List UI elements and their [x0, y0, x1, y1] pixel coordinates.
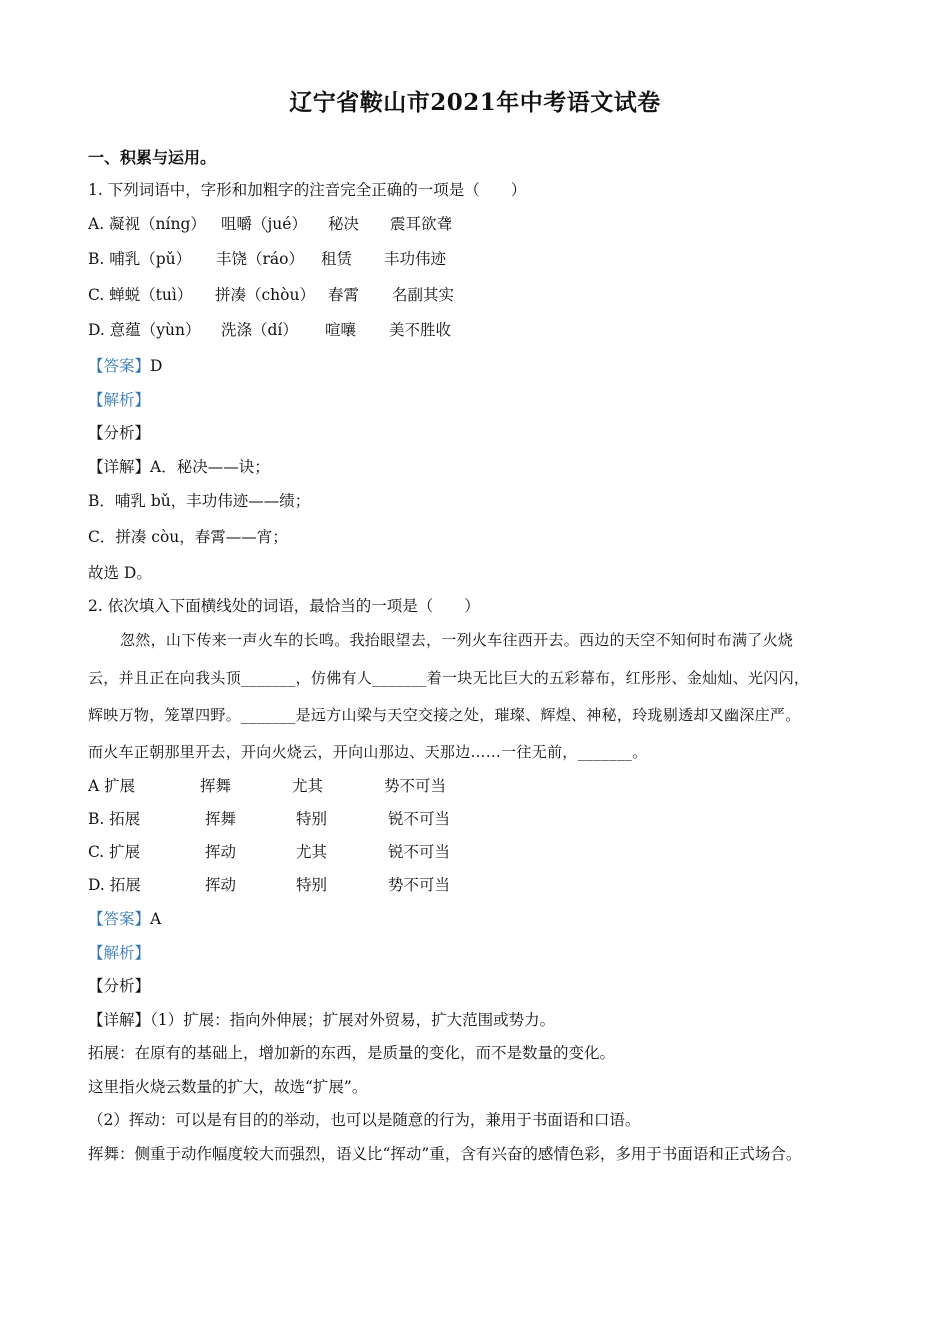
q1-option-c — [88, 283, 454, 305]
option-word: 尤其 — [292, 777, 324, 795]
q2-jiexi: 【解析】 — [88, 944, 151, 962]
option-word: 租赁 — [321, 250, 353, 268]
q1-detail — [88, 455, 270, 477]
option-word: 丰饶（ráo） — [216, 250, 304, 268]
option-word: 特别 — [296, 876, 328, 894]
option-word: 挥动 — [205, 876, 237, 894]
section-heading: 一、积累与运用。 — [88, 148, 217, 167]
q2-detail-line: 挥舞：侧重于动作幅度较大而强烈，语义比“挥动”重，含有兴奋的感情色彩，多用于书面语和正式场合。 — [88, 1145, 802, 1163]
option-word: 拼凑（chòu） — [215, 286, 315, 304]
option-word: 尤其 — [296, 843, 328, 861]
q2-passage-line: 辉映万物，笼罩四野。_______是远方山梁与天空交接之处，璀璨、辉煌、神秘，玲珑剔透却又幽深庄严。 — [88, 706, 801, 724]
option-word: 咀嚼（jué） — [221, 215, 307, 233]
q2-fenxi: 【分析】 — [88, 977, 151, 995]
detail-tag: 【详解】 — [88, 458, 151, 476]
detail-tag: 【详解】 — [88, 1011, 151, 1029]
q2-passage-line: 云，并且正在向我头顶_______，仿佛有人_______着一块无比巨大的五彩幕布，红彤彤、金灿灿、光闪闪， — [88, 669, 810, 687]
option-word: 势不可当 — [388, 876, 451, 894]
option-word: 锐不可当 — [388, 843, 451, 861]
answer-tag: 【答案】 — [88, 357, 151, 375]
page-title: 辽宁省鞍山市2021年中考语文试卷 — [289, 89, 661, 116]
q1-jiexi: 【解析】 — [88, 391, 151, 409]
q2-option-d — [88, 873, 450, 895]
option-word: 势不可当 — [384, 777, 447, 795]
option-word: A 扩展 — [88, 777, 136, 795]
q1-stem: 1. 下列词语中，字形和加粗字的注音完全正确的一项是（ ） — [88, 181, 527, 199]
option-word: B. 拓展 — [88, 810, 141, 828]
q2-stem: 2. 依次填入下面横线处的词语，最恰当的一项是（ ） — [88, 597, 480, 615]
q1-answer — [88, 354, 162, 376]
detail-text: （1）扩展：指向外伸展；扩展对外贸易，扩大范围或势力。 — [150, 1011, 556, 1029]
option-word: 洗涤（dí） — [221, 321, 298, 339]
q1-option-d — [88, 318, 451, 340]
option-word: 秘决 — [328, 215, 360, 233]
q2-option-a — [88, 774, 446, 796]
option-word: 名副其实 — [392, 286, 455, 304]
answer-value: A — [150, 910, 162, 928]
option-word: 美不胜收 — [389, 321, 452, 339]
option-word: 挥动 — [205, 843, 237, 861]
q1-fenxi: 【分析】 — [88, 424, 151, 442]
option-word: 丰功伟迹 — [384, 250, 447, 268]
option-word: B. 哺乳（pǔ） — [88, 250, 192, 268]
option-word: 挥舞 — [200, 777, 232, 795]
q1-detail-line: B．哺乳 bǔ，丰功伟迹——绩； — [88, 492, 311, 510]
q2-detail-line: （2）挥动：可以是有目的的举动，也可以是随意的行为，兼用于书面语和口语。 — [88, 1111, 641, 1129]
detail-text: A．秘决——诀； — [150, 458, 270, 476]
option-word: 喧嚷 — [325, 321, 357, 339]
option-word: C. 蝉蜕（tuì） — [88, 286, 193, 304]
q1-detail-line: 故选 D。 — [88, 564, 152, 582]
answer-value: D — [150, 357, 163, 375]
q1-option-a — [88, 212, 452, 234]
q2-detail — [88, 1008, 555, 1030]
q2-answer — [88, 907, 161, 929]
option-word: D. 意蕴（yùn） — [88, 321, 201, 339]
option-word: 特别 — [296, 810, 328, 828]
option-word: A. 凝视（níng） — [88, 215, 206, 233]
q1-option-b — [88, 247, 446, 269]
q2-passage-line: 忽然，山下传来一声火车的长鸣。我抬眼望去，一列火车往西开去。西边的天空不知何时布满了火烧 — [120, 631, 794, 649]
answer-tag: 【答案】 — [88, 910, 151, 928]
q2-passage-line: 而火车正朝那里开去，开向火烧云，开向山那边、天那边……一往无前，_______。 — [88, 743, 648, 761]
q2-detail-line: 这里指火烧云数量的扩大，故选“扩展”。 — [88, 1078, 368, 1096]
option-word: 震耳欲聋 — [390, 215, 453, 233]
option-word: D. 拓展 — [88, 876, 141, 894]
q2-detail-line: 拓展：在原有的基础上，增加新的东西，是质量的变化，而不是数量的变化。 — [88, 1044, 616, 1062]
q2-option-b — [88, 807, 450, 829]
option-word: 锐不可当 — [388, 810, 451, 828]
option-word: 春霄 — [328, 286, 360, 304]
q1-detail-line: C．拼凑 còu，春霄——宵； — [88, 528, 288, 546]
option-word: C. 扩展 — [88, 843, 141, 861]
q2-option-c — [88, 840, 450, 862]
option-word: 挥舞 — [205, 810, 237, 828]
